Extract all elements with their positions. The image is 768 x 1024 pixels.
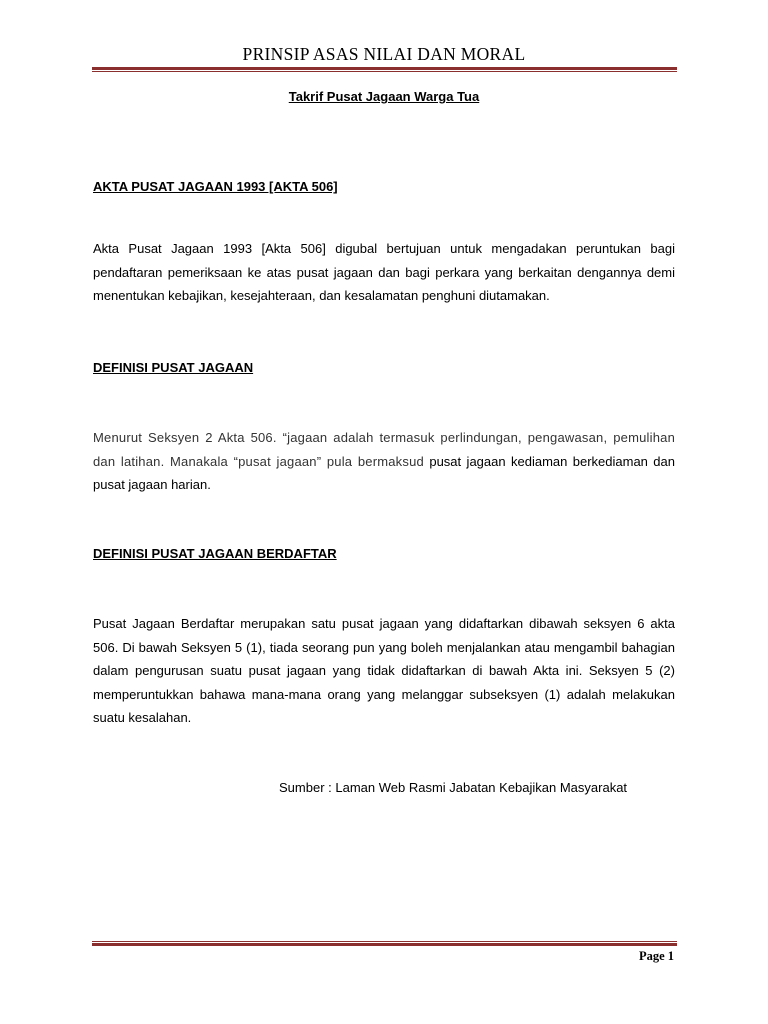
footer-divider <box>92 941 677 946</box>
header-divider <box>92 67 677 72</box>
document-subtitle: Takrif Pusat Jagaan Warga Tua <box>288 89 480 104</box>
section-body-definisi <box>93 426 675 497</box>
section-heading-akta: AKTA PUSAT JAGAAN 1993 [AKTA 506] <box>93 179 338 194</box>
source-citation: Sumber : Laman Web Rasmi Jabatan Kebajikan Masyarakat <box>279 780 628 795</box>
section-heading-berdaftar: DEFINISI PUSAT JAGAAN BERDAFTAR <box>93 546 337 561</box>
section-heading-definisi: DEFINISI PUSAT JAGAAN <box>93 360 254 375</box>
definisi-text-part2: pusat jagaan kediaman berkediaman dan pusat jagaan harian. <box>93 453 675 492</box>
page-number: Page 1 <box>638 949 674 963</box>
section-body-akta: Akta Pusat Jagaan 1993 [Akta 506] digubal bertujuan untuk mengadakan peruntukan bagi pendaftaran pemeriksaan ke atas pusat jagaan dan bagi perkara yang berkaitan dengannya demi menentukan kebajikan, kesejahteraan, dan kesalamatan penghuni diutamakan. <box>93 241 675 303</box>
section-body-berdaftar: Pusat Jagaan Berdaftar merupakan satu pusat jagaan yang didaftarkan dibawah seksyen 6 akta 506. Di bawah Seksyen 5 (1), tiada seorang pun yang boleh menjalankan atau mengambil bahagian dalam pengurusan suatu pusat jagaan yang tidak didaftarkan di bawah Akta ini. Seksyen 5 (2) memperuntukkan bahawa mana-mana orang yang melanggar subseksyen (1) adalah melakukan suatu kesalahan. <box>93 616 675 725</box>
page-header-title: PRINSIP ASAS NILAI DAN MORAL <box>242 44 526 64</box>
definisi-text-part1: Menurut Seksyen 2 Akta 506. “jagaan adalah termasuk perlindungan, pengawasan, pemulihan dan latihan. Manakala “pusat jagaan” pula bermaksud <box>93 430 675 469</box>
